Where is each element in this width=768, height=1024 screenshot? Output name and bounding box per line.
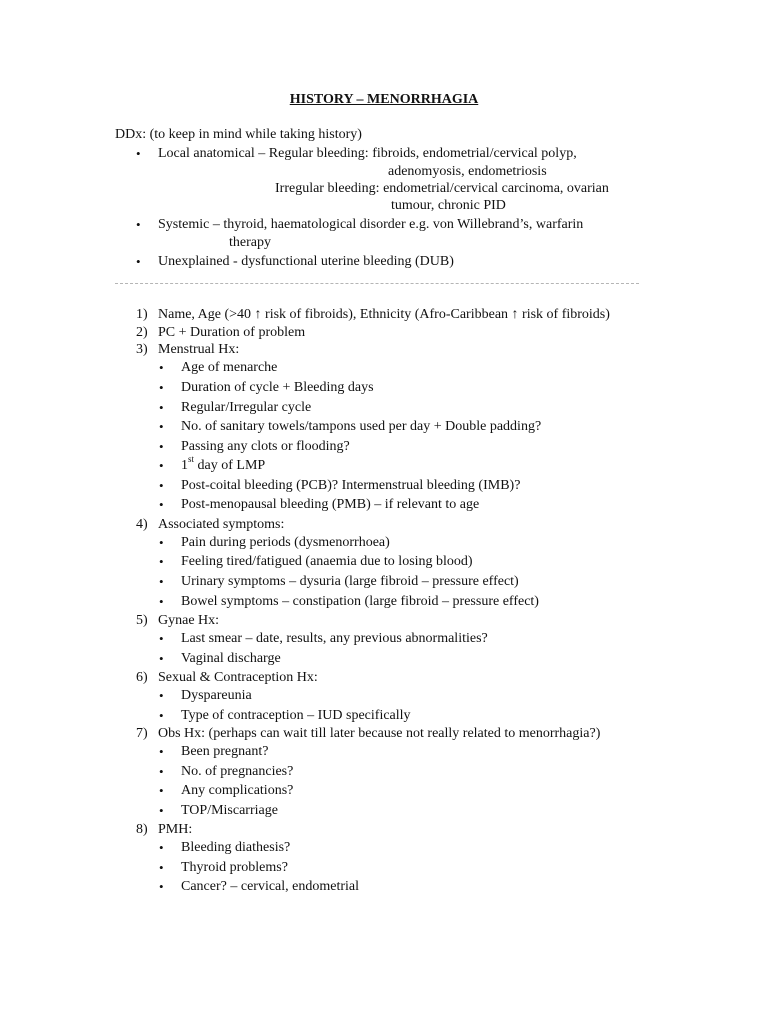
sub-item-lmp [181,454,266,475]
sub-item: Cancer? – cervical, endometrial [181,879,360,894]
item-text: PMH: [158,822,193,837]
bullet-icon: • [159,574,164,589]
ddx-local-line-2: adenomyosis, endometriosis [388,164,547,179]
lmp-rest: day of LMP [194,458,266,473]
bullet-icon: • [159,360,164,375]
bullet-icon: • [159,419,164,434]
lmp-superscript: st [188,454,195,465]
bullet-icon: • [159,400,164,415]
bullet-icon: • [159,594,164,609]
sub-item: Regular/Irregular cycle [181,400,312,415]
sub-item: Been pregnant? [181,744,269,759]
bullet-icon: • [159,478,164,493]
sub-item: Passing any clots or flooding? [181,439,350,454]
item-number: 7) [136,726,148,741]
item-number: 5) [136,613,148,628]
item-text: Obs Hx: (perhaps can wait till later because not really related to menorrhagia?) [158,726,601,741]
item-number: 3) [136,342,148,357]
sub-item: Pain during periods (dysmenorrhoea) [181,535,390,550]
item-number: 2) [136,325,148,340]
bullet-icon: • [159,879,164,894]
sub-item: Duration of cycle + Bleeding days [181,380,374,395]
sub-item: Age of menarche [181,360,278,375]
sub-item: Any complications? [181,783,294,798]
item-text: Sexual & Contraception Hx: [158,670,318,685]
ddx-unexplained: Unexplained - dysfunctional uterine bleeding (DUB) [158,254,454,269]
lmp-number: 1 [181,458,188,473]
sub-item: Type of contraception – IUD specifically [181,708,411,723]
bullet-icon: • [159,497,164,512]
sub-item: Bleeding diathesis? [181,840,291,855]
ddx-intro: DDx: (to keep in mind while taking history) [115,127,362,142]
sub-item: Dyspareunia [181,688,252,703]
bullet-icon: • [159,651,164,666]
sub-item: No. of sanitary towels/tampons used per day + Double padding? [181,419,542,434]
item-text: Gynae Hx: [158,613,220,628]
bullet-icon: • [159,803,164,818]
bullet-icon: • [159,439,164,454]
bullet-icon: • [159,535,164,550]
sub-item: Last smear – date, results, any previous abnormalities? [181,631,488,646]
bullet-icon: • [159,380,164,395]
bullet-icon: • [159,744,164,759]
item-text: PC + Duration of problem [158,325,306,340]
item-number: 1) [136,307,148,322]
bullet-icon: • [136,217,141,232]
sub-item: Bowel symptoms – constipation (large fibroid – pressure effect) [181,594,539,609]
sub-item: Urinary symptoms – dysuria (large fibroid – pressure effect) [181,574,519,589]
item-text: Name, Age (>40 ↑ risk of fibroids), Ethnicity (Afro-Caribbean ↑ risk of fibroids) [158,307,610,322]
bullet-icon: • [159,860,164,875]
ddx-systemic-line-1: Systemic – thyroid, haematological disorder e.g. von Willebrand’s, warfarin [158,217,584,232]
sub-item: TOP/Miscarriage [181,803,278,818]
item-number: 6) [136,670,148,685]
page-title: HISTORY – MENORRHAGIA [289,92,479,107]
bullet-icon: • [136,146,141,161]
item-number: 4) [136,517,148,532]
bullet-icon: • [136,254,141,269]
bullet-icon: • [159,764,164,779]
bullet-icon: • [159,688,164,703]
item-text: Associated symptoms: [158,517,285,532]
bullet-icon: • [159,458,164,473]
ddx-local-line-4: tumour, chronic PID [391,198,506,213]
ddx-systemic-line-2: therapy [229,235,271,250]
section-divider [115,283,639,284]
bullet-icon: • [159,783,164,798]
bullet-icon: • [159,554,164,569]
ddx-local-line-1: Local anatomical – Regular bleeding: fibroids, endometrial/cervical polyp, [158,146,577,161]
ddx-local-line-3: Irregular bleeding: endometrial/cervical carcinoma, ovarian [275,181,609,196]
bullet-icon: • [159,840,164,855]
bullet-icon: • [159,631,164,646]
item-text: Menstrual Hx: [158,342,240,357]
sub-item: No. of pregnancies? [181,764,294,779]
item-number: 8) [136,822,148,837]
sub-item: Post-menopausal bleeding (PMB) – if relevant to age [181,497,480,512]
sub-item: Thyroid problems? [181,860,288,875]
sub-item: Vaginal discharge [181,651,281,666]
sub-item: Feeling tired/fatigued (anaemia due to losing blood) [181,554,473,569]
bullet-icon: • [159,708,164,723]
sub-item: Post-coital bleeding (PCB)? Intermenstrual bleeding (IMB)? [181,478,521,493]
